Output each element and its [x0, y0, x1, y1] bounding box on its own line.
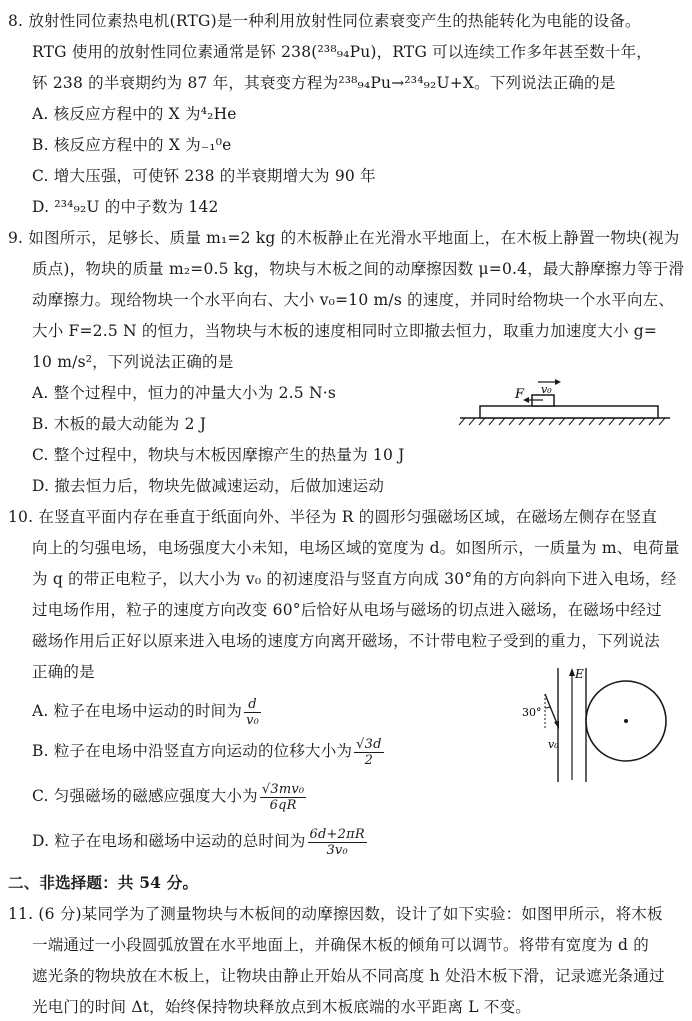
q8-stem-line-3: 钚 238 的半衰期约为 87 年，其衰变方程为²³⁸₉₄Pu→²³⁴₉₂U+X。下列说法正确的是	[32, 74, 616, 92]
q10-stem-line-2: 向上的匀强电场，电场强度大小未知，电场区域的宽度为 d。如图所示，一质量为 m、电荷量	[32, 539, 680, 557]
fraction-denominator: 2	[364, 752, 374, 768]
q9-board-block-figure	[455, 372, 675, 432]
q10-option-d	[32, 824, 369, 858]
q10-option-b	[32, 734, 386, 768]
q9-option-a: A. 整个过程中，恒力的冲量大小为 2.5 N·s	[32, 384, 336, 402]
q10-option-a	[32, 694, 263, 728]
q8-stem-line-2: RTG 使用的放射性同位素通常是钚 238(²³⁸₉₄Pu)，RTG 可以连续工作多年甚至数十年，	[32, 43, 652, 61]
fraction-numerator: d	[244, 697, 261, 713]
angle-label: 30°	[522, 706, 542, 719]
velocity-label: v₀	[541, 383, 552, 396]
q8-option-d: D. ²³⁴₉₂U 的中子数为 142	[32, 198, 219, 216]
angle-arc	[545, 707, 550, 708]
q10-option-a-prefix: A. 粒子在电场中运动的时间为	[32, 702, 243, 720]
q9-option-b: B. 木板的最大动能为 2 J	[32, 415, 207, 433]
q10-stem-line-1: 10. 在竖直平面内存在垂直于纸面向外、半径为 R 的圆形匀强磁场区域，在磁场左侧存在竖直	[8, 508, 658, 526]
q10-option-a-fraction	[244, 697, 261, 728]
q8-option-b: B. 核反应方程中的 X 为₋₁⁰e	[32, 136, 232, 154]
q8-option-a: A. 核反应方程中的 X 为⁴₂He	[32, 105, 237, 123]
q10-option-c	[32, 779, 308, 813]
q10-option-d-fraction	[308, 827, 367, 858]
q10-option-d-prefix: D. 粒子在电场和磁场中运动的总时间为	[32, 832, 306, 850]
q9-stem-line-3: 动摩擦力。现给物块一个水平向右、大小 v₀=10 m/s 的速度，并同时给物块一个水平向左、	[32, 291, 675, 309]
ground-hatching	[459, 418, 665, 425]
field-label: E	[575, 667, 584, 681]
q10-stem-line-6: 正确的是	[32, 663, 95, 681]
q10-stem-line-4: 过电场作用，粒子的速度方向改变 60°后恰好从电场与磁场的切点进入磁场，在磁场中经过	[32, 601, 662, 619]
fraction-numerator: 6d+2πR	[309, 826, 365, 842]
force-label: F	[515, 387, 525, 402]
q9-option-c: C. 整个过程中，物块与木板因摩擦产生的热量为 10 J	[32, 446, 405, 464]
q9-stem-line-1: 9. 如图所示，足够长、质量 m₁=2 kg 的木板静止在光滑水平地面上，在木板上静置一物块(视为	[8, 229, 680, 247]
q10-stem-line-5: 磁场作用后正好以原来进入电场的速度方向离开磁场，不计带电粒子受到的重力，下列说法	[32, 632, 661, 650]
q11-stem-line-2: 一端通过一小段圆弧放置在水平地面上，并确保木板的倾角可以调节。将带有宽度为 d 的	[32, 936, 649, 954]
velocity-label: v₀	[548, 738, 559, 751]
fraction-numerator: √3d	[356, 736, 382, 752]
q10-field-figure	[518, 664, 678, 784]
q11-stem-line-1: 11. (6 分)某同学为了测量物块与木板间的动摩擦因数，设计了如下实验：如图甲所示，将木板	[8, 905, 663, 923]
q9-stem-line-5: 10 m/s²，下列说法正确的是	[32, 353, 234, 371]
q10-option-b-fraction	[354, 737, 383, 768]
q8-stem-line-1: 8. 放射性同位素热电机(RTG)是一种利用放射性同位素衰变产生的热能转化为电能的设备。	[8, 12, 641, 30]
velocity-arrow-head	[554, 721, 559, 729]
fraction-denominator: 3v₀	[326, 842, 348, 858]
q9-stem-line-4: 大小 F=2.5 N 的恒力，当物块与木板的速度相同时立即撤去恒力，取重力加速度大小 g=	[32, 322, 658, 340]
fraction-numerator: √3mv₀	[261, 781, 305, 797]
field-center-dot	[624, 719, 628, 723]
velocity-direction-line	[545, 694, 558, 726]
q10-option-b-prefix: B. 粒子在电场中沿竖直方向运动的位移大小为	[32, 742, 353, 760]
fraction-denominator: 6qR	[269, 797, 297, 813]
q9-stem-line-2: 质点)，物块的质量 m₂=0.5 kg，物块与木板之间的动摩擦因数 μ=0.4，最大静摩擦力等于滑	[32, 260, 685, 278]
q11-stem-line-3: 遮光条的物块放在木板上，让物块由静止开始从不同高度 h 处沿木板下滑，记录遮光条通过	[32, 967, 665, 985]
fraction-denominator: v₀	[246, 712, 260, 728]
section-title: 二、非选择题：共 54 分。	[8, 873, 199, 892]
q11-stem-line-4: 光电门的时间 Δt，始终保持物块释放点到木板底端的水平距离 L 不变。	[32, 998, 531, 1016]
q8-option-c: C. 增大压强，可使钚 238 的半衰期增大为 90 年	[32, 167, 376, 185]
q10-stem-line-3: 为 q 的带正电粒子，以大小为 v₀ 的初速度沿与竖直方向成 30°角的方向斜向下进入电场，经	[32, 570, 677, 588]
wooden-board	[480, 406, 658, 418]
q9-option-d: D. 撤去恒力后，物块先做减速运动，后做加速运动	[32, 477, 385, 495]
q10-option-c-prefix: C. 匀强磁场的磁感应强度大小为	[32, 787, 258, 805]
q10-option-c-fraction	[260, 782, 306, 813]
velocity-arrow-head	[555, 379, 561, 385]
